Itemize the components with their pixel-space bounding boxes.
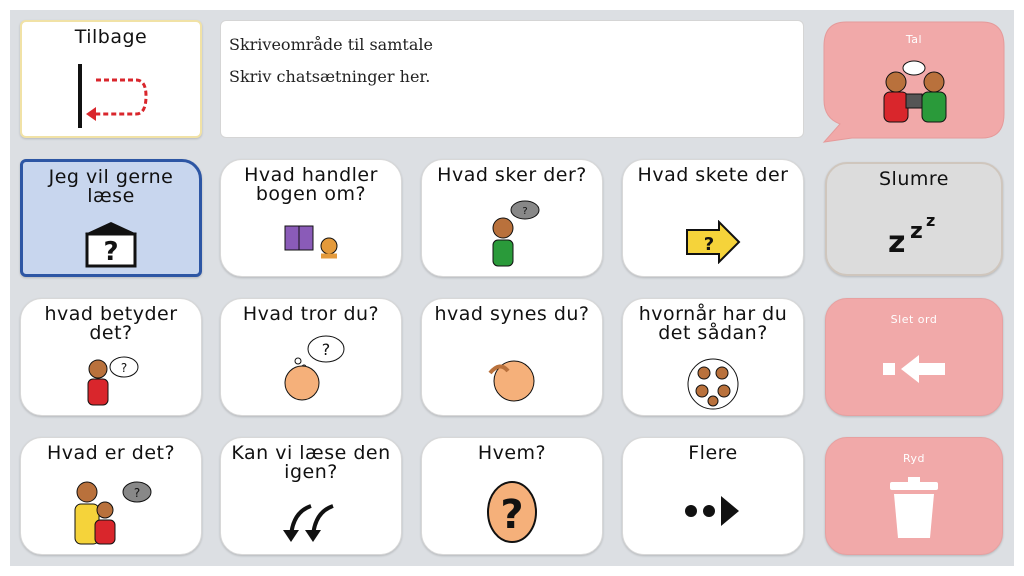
svg-text:?: ? (133, 486, 141, 500)
svg-text:z: z (926, 212, 936, 230)
repeat-arrows-icon (281, 500, 341, 544)
question-head-icon (482, 476, 542, 546)
happening-button[interactable] (421, 159, 603, 277)
clear-button[interactable] (825, 437, 1003, 555)
again-label: Kan vi læse den igen? (231, 442, 391, 483)
head-icon (482, 355, 542, 405)
thinking-person-icon (477, 198, 547, 268)
about-button[interactable] (220, 159, 402, 277)
trash-icon (886, 476, 942, 540)
svg-text:?: ? (522, 206, 528, 217)
happened-button[interactable] (622, 159, 804, 277)
what-button[interactable] (20, 437, 202, 555)
about-label: Hvad handler bogen om? (244, 164, 378, 205)
return-arrow-icon (66, 62, 156, 132)
speak-label: Tal (905, 33, 923, 46)
svg-text:?: ? (500, 492, 524, 538)
person-wondering-icon (76, 353, 146, 409)
sleep-zzz-icon (884, 212, 944, 256)
delete-word-label: Slet ord (890, 313, 938, 326)
question-arrow-icon (685, 220, 741, 264)
svg-text:?: ? (103, 237, 119, 267)
opinion-button[interactable] (421, 298, 603, 416)
think-label: Hvad tror du? (242, 303, 380, 325)
clear-label: Ryd (902, 452, 926, 465)
want-read-button[interactable] (20, 159, 202, 277)
message-area[interactable] (220, 20, 804, 138)
who-button[interactable] (421, 437, 603, 555)
speak-button[interactable] (822, 20, 1006, 144)
opinion-label: hvad synes du? (434, 303, 590, 325)
message-line-2: Skriv chatsætninger her. (229, 67, 431, 86)
back-label: Tilbage (74, 26, 148, 48)
svg-text:?: ? (703, 234, 715, 255)
feel-button[interactable] (622, 298, 804, 416)
more-label: Flere (688, 442, 738, 464)
people-talking-icon (870, 60, 960, 124)
sleep-label: Slumre (879, 168, 949, 190)
svg-text:?: ? (321, 340, 331, 359)
people-pointing-icon (61, 478, 161, 548)
again-button[interactable] (220, 437, 402, 555)
more-button[interactable] (622, 437, 804, 555)
feel-label: hvornår har du det sådan? (638, 303, 788, 344)
svg-text:z: z (888, 225, 906, 256)
happening-label: Hvad sker der? (437, 164, 587, 186)
message-line-1: Skriveområde til samtale (229, 35, 433, 54)
happened-label: Hvad skete der (637, 164, 789, 186)
meaning-button[interactable] (20, 298, 202, 416)
more-arrow-icon (681, 494, 745, 528)
what-label: Hvad er det? (46, 442, 176, 464)
feelings-faces-icon (686, 357, 740, 411)
backspace-arrow-icon (879, 351, 949, 387)
question-box-icon (83, 220, 139, 268)
think-button[interactable] (220, 298, 402, 416)
want-read-label: Jeg vil gerne læse (48, 166, 174, 207)
meaning-label: hvad betyder det? (44, 303, 178, 344)
sleep-button[interactable] (825, 162, 1003, 276)
delete-word-button[interactable] (825, 298, 1003, 416)
book-cat-icon (281, 222, 341, 260)
svg-text:?: ? (120, 361, 128, 375)
back-button[interactable] (20, 20, 202, 138)
svg-text:z: z (910, 219, 923, 244)
thinking-head-icon (266, 333, 356, 405)
who-label: Hvem? (477, 442, 547, 464)
